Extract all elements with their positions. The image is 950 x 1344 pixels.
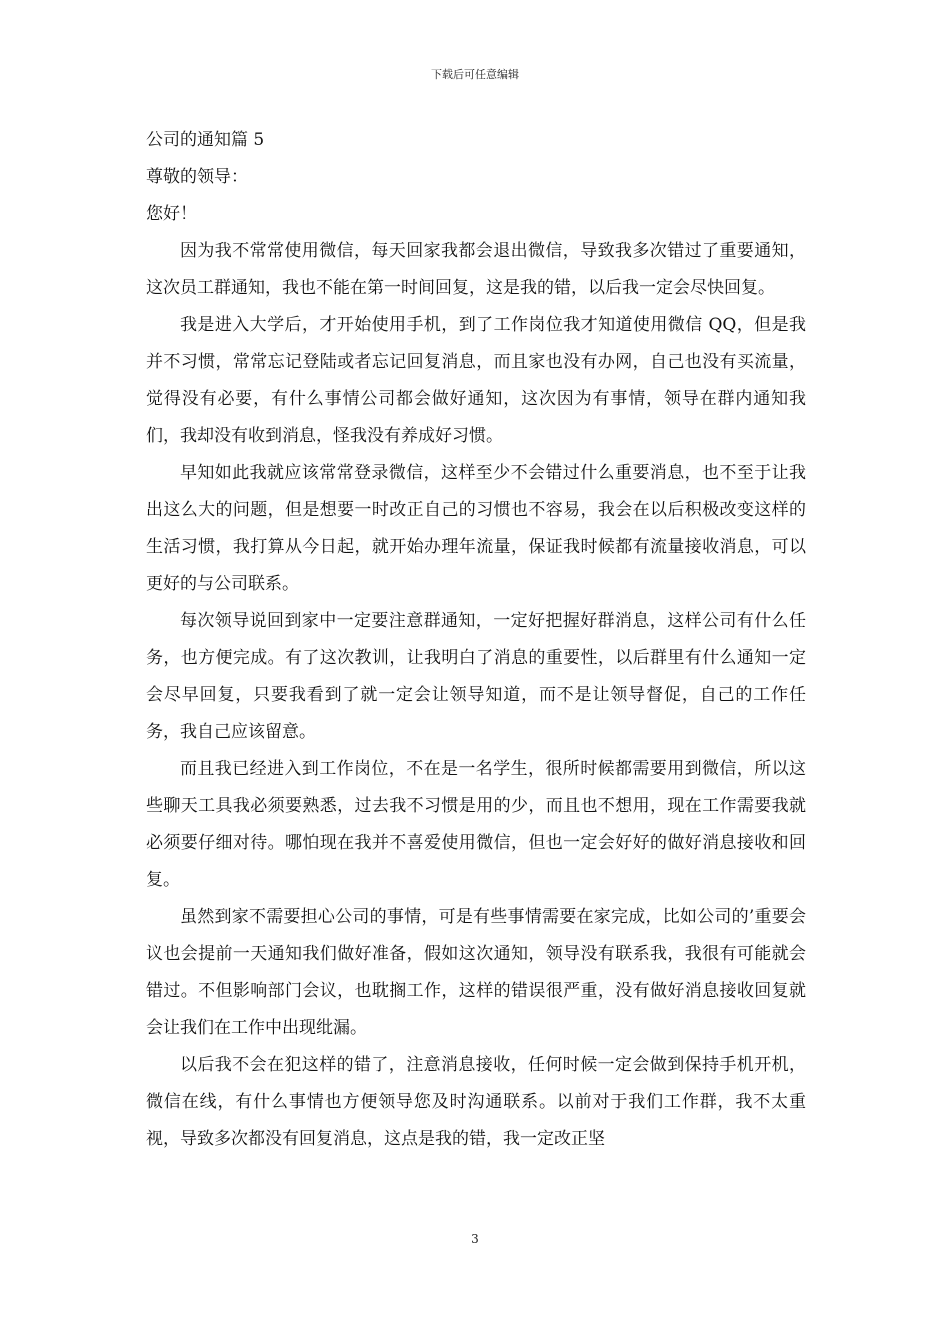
paragraph: 每次领导说回到家中一定要注意群通知，一定好把握好群消息，这样公司有什么任务，也方便完成。有了这次教训，让我明白了消息的重要性，以后群里有什么通知一定会尽早回复，只要我看到了就一定会让领导知道，而不是让领导督促，自己的工作任务，我自己应该留意。	[146, 611, 806, 742]
document-title: 公司的通知篇 5	[146, 130, 265, 150]
paragraph: 虽然到家不需要担心公司的事情，可是有些事情需要在家完成，比如公司的’重要会议也会提前一天通知我们做好准备，假如这次通知，领导没有联系我，我很有可能就会错过。不但影响部门会议，也耽搁工作，这样的错误很严重，没有做好消息接收回复就会让我们在工作中出现纰漏。	[146, 907, 806, 1038]
paragraph: 而且我已经进入到工作岗位，不在是一名学生，很所时候都需要用到微信，所以这些聊天工具我必须要熟悉，过去我不习惯是用的少，而且也不想用，现在工作需要我就必须要仔细对待。哪怕现在我并不喜爱使用微信，但也一定会好好的做好消息接收和回复。	[146, 759, 806, 890]
document-body	[146, 122, 806, 1158]
page-header-note: 下载后可任意编辑	[431, 68, 519, 81]
page-number: 3	[471, 1232, 479, 1246]
paragraph: 以后我不会在犯这样的错了，注意消息接收，任何时候一定会做到保持手机开机，微信在线，有什么事情也方便领导您及时沟通联系。以前对于我们工作群，我不太重视，导致多次都没有回复消息，这点是我的错，我一定改正坚	[146, 1055, 806, 1149]
greeting: 您好！	[146, 204, 197, 224]
paragraph: 早知如此我就应该常常登录微信，这样至少不会错过什么重要消息，也不至于让我出这么大的问题，但是想要一时改正自己的习惯也不容易，我会在以后积极改变这样的生活习惯，我打算从今日起，就开始办理年流量，保证我时候都有流量接收消息，可以更好的与公司联系。	[146, 463, 806, 594]
salutation: 尊敬的领导：	[146, 167, 248, 187]
paragraph: 我是进入大学后，才开始使用手机，到了工作岗位我才知道使用微信 QQ，但是我并不习惯，常常忘记登陆或者忘记回复消息，而且家也没有办网，自己也没有买流量，觉得没有必要，有什么事情公司都会做好通知，这次因为有事情，领导在群内通知我们，我却没有收到消息，怪我没有养成好习惯。	[146, 315, 806, 446]
paragraph: 因为我不常常使用微信，每天回家我都会退出微信，导致我多次错过了重要通知，这次员工群通知，我也不能在第一时间回复，这是我的错，以后我一定会尽快回复。	[146, 241, 806, 298]
